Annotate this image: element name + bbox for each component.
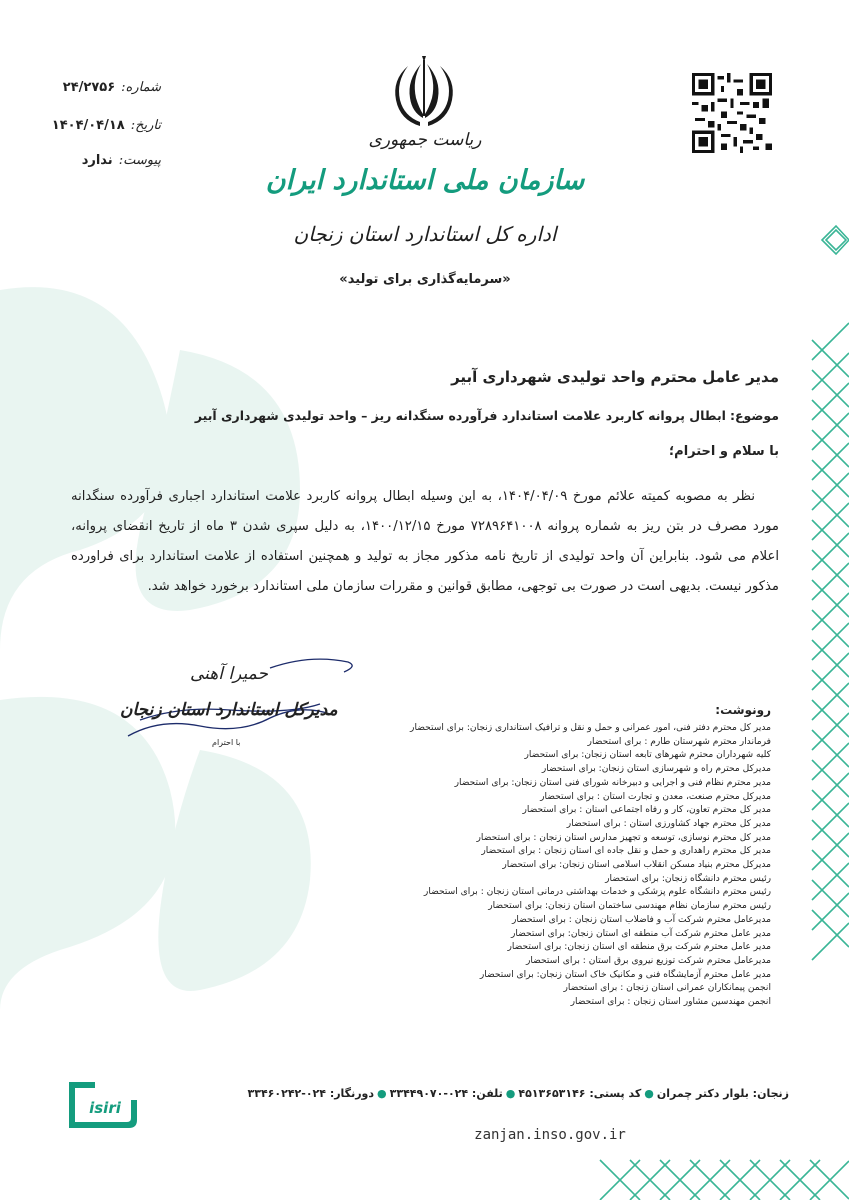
- signature-regards: با احترام: [212, 738, 241, 747]
- letter-date-value: ۱۴۰۴/۰۴/۱۸: [51, 118, 125, 133]
- footer-website-link[interactable]: zanjan.inso.gov.ir: [474, 1127, 626, 1143]
- footer-postal-code: کد پستی: ۴۵۱۳۶۵۳۱۴۶: [518, 1087, 642, 1100]
- inso-logo-icon: [65, 1080, 137, 1130]
- signatory-title: مدیرکل استاندارد استان زنجان: [120, 700, 338, 720]
- letter-attachment-label: پیوست:: [118, 153, 161, 168]
- cc-item: رئیس محترم دانشگاه علوم پزشکی و خدمات بهداشتی درمانی استان زنجان : برای استحضار: [423, 887, 771, 898]
- recipient: مدیر عامل محترم واحد تولیدی شهرداری آبیر: [451, 368, 779, 386]
- cc-item: فرماندار محترم شهرستان طارم : برای استحضار: [587, 736, 771, 747]
- footer-contact: [248, 1087, 789, 1100]
- cc-item: مدیر عامل محترم شرکت برق منطقه ای استان زنجان: برای استحضار: [507, 942, 771, 953]
- cc-item: مدیر کل محترم جهاد کشاورزی استان : برای استحضار: [566, 818, 771, 829]
- slogan: «سرمایه‌گذاری برای تولید»: [339, 272, 511, 287]
- letter-body: نظر به مصوبه کمیته علائم مورخ ۱۴۰۴/۰۴/۰۹، به این وسیله ابطال پروانه کاربرد علامت استاندارد اجباری فرآورده سنگدانه مورد مصرف در بتن ریز به شماره پروانه ۷۲۸۹۶۴۱۰۰۸ مورخ ۱۴۰۰/۱۲/۱۵، به دلیل سپری شدن ۳ ماه از تاریخ انقضای پروانه، اعلام می شود. بنابراین آن واحد تولیدی از تاریخ نامه مذکور مجاز به تولید و همچنین استفاده از علامت استاندارد برای فراورده مذکور نیست. بدیهی است در صورت بی توجهی، مطابق قوانین و مقررات سازمان ملی استاندارد برخورد خواهد شد.: [71, 489, 779, 594]
- cc-item: مدیرعامل محترم شرکت توزیع نیروی برق استان : برای استحضار: [526, 955, 771, 966]
- cc-item: رئیس محترم سازمان نظام مهندسی ساختمان استان زنجان: برای استحضار: [488, 901, 771, 912]
- letter-date: [21, 118, 161, 133]
- cc-item: مدیرکل محترم بنیاد مسکن انقلاب اسلامی استان زنجان: برای استحضار: [502, 860, 771, 871]
- signatory-name: حمیرا آهنی: [190, 664, 268, 684]
- footer-fax: دورنگار: ۰۲۴-۳۳۴۶۰۲۴۲: [247, 1087, 375, 1100]
- cc-item: مدیرکل محترم راه و شهرسازی استان زنجان: برای استحضار: [541, 764, 771, 775]
- iran-emblem-icon: [392, 56, 456, 128]
- cc-item: انجمن مهندسین مشاور استان زنجان : برای استحضار: [570, 997, 771, 1008]
- inso-logo-text: isiri: [89, 1099, 121, 1117]
- letterhead-organization: سازمان ملی استاندارد ایران: [265, 165, 585, 196]
- separator-dot-icon: ●: [644, 1087, 654, 1100]
- cc-item: مدیر کل محترم تعاون، کار و رفاه اجتماعی استان : برای استحضار: [522, 805, 771, 816]
- cc-item: مدیر کل محترم دفتر فنی، امور عمرانی و حمل و نقل و ترافیک استانداری زنجان: برای استحضار: [410, 723, 771, 733]
- letter-number: [21, 80, 161, 95]
- qr-code-icon[interactable]: [692, 73, 772, 153]
- cc-item: مدیر کل محترم راهداری و حمل و نقل جاده ای استان زنجان : برای استحضار: [481, 846, 771, 857]
- greeting: با سلام و احترام؛: [668, 444, 779, 459]
- cc-item: مدیر کل محترم نوسازی، توسعه و تجهیز مدارس استان زنجان : برای استحضار: [476, 832, 771, 843]
- cc-title: رونوشت:: [715, 703, 771, 717]
- letter-number-value: ۲۴/۲۷۵۶: [62, 80, 116, 95]
- subject: [195, 408, 779, 423]
- letter-attachment: [21, 153, 161, 168]
- cc-item: مدیر عامل محترم شرکت آب منطقه ای استان زنجان: برای استحضار: [510, 928, 771, 939]
- separator-dot-icon: ●: [505, 1087, 516, 1100]
- separator-dot-icon: ●: [377, 1087, 387, 1100]
- cc-item: مدیر محترم نظام فنی و اجرایی و دبیرخانه شورای فنی استان زنجان: برای استحضار: [454, 777, 771, 788]
- letterhead-presidency: ریاست جمهوری: [368, 130, 482, 150]
- cc-item: کلیه شهرداران محترم شهرهای تابعه استان زنجان: برای استحضار: [524, 750, 771, 761]
- letterhead-department: اداره کل استاندارد استان زنجان: [293, 222, 557, 246]
- subject-label: موضوع:: [729, 408, 779, 423]
- cc-item: رئیس محترم دانشگاه زنجان: برای استحضار: [605, 873, 771, 884]
- footer-address: زنجان: بلوار دکتر چمران: [656, 1087, 789, 1100]
- cc-item: انجمن پیمانکاران عمرانی استان زنجان : برای استحضار: [563, 983, 771, 994]
- cc-item: مدیرکل محترم صنعت، معدن و تجارت استان : برای استحضار: [540, 791, 771, 802]
- letter-date-label: تاریخ:: [130, 118, 161, 133]
- letter-number-label: شماره:: [121, 80, 161, 95]
- footer-phone: تلفن: ۰۲۴-۳۳۴۴۹۰۷۰: [389, 1087, 503, 1100]
- cc-item: مدیرعامل محترم شرکت آب و فاضلاب استان زنجان : برای استحضار: [511, 914, 771, 925]
- cc-list: [410, 722, 771, 1010]
- subject-text: ابطال پروانه کاربرد علامت استاندارد فرآورده سنگدانه ریز – واحد تولیدی شهرداری آبیر: [194, 408, 726, 423]
- background-watermark: [0, 230, 360, 1010]
- letter-attachment-value: ندارد: [81, 153, 113, 168]
- cc-item: مدیر عامل محترم آزمایشگاه فنی و مکانیک خاک استان زنجان: برای استحضار: [479, 969, 771, 980]
